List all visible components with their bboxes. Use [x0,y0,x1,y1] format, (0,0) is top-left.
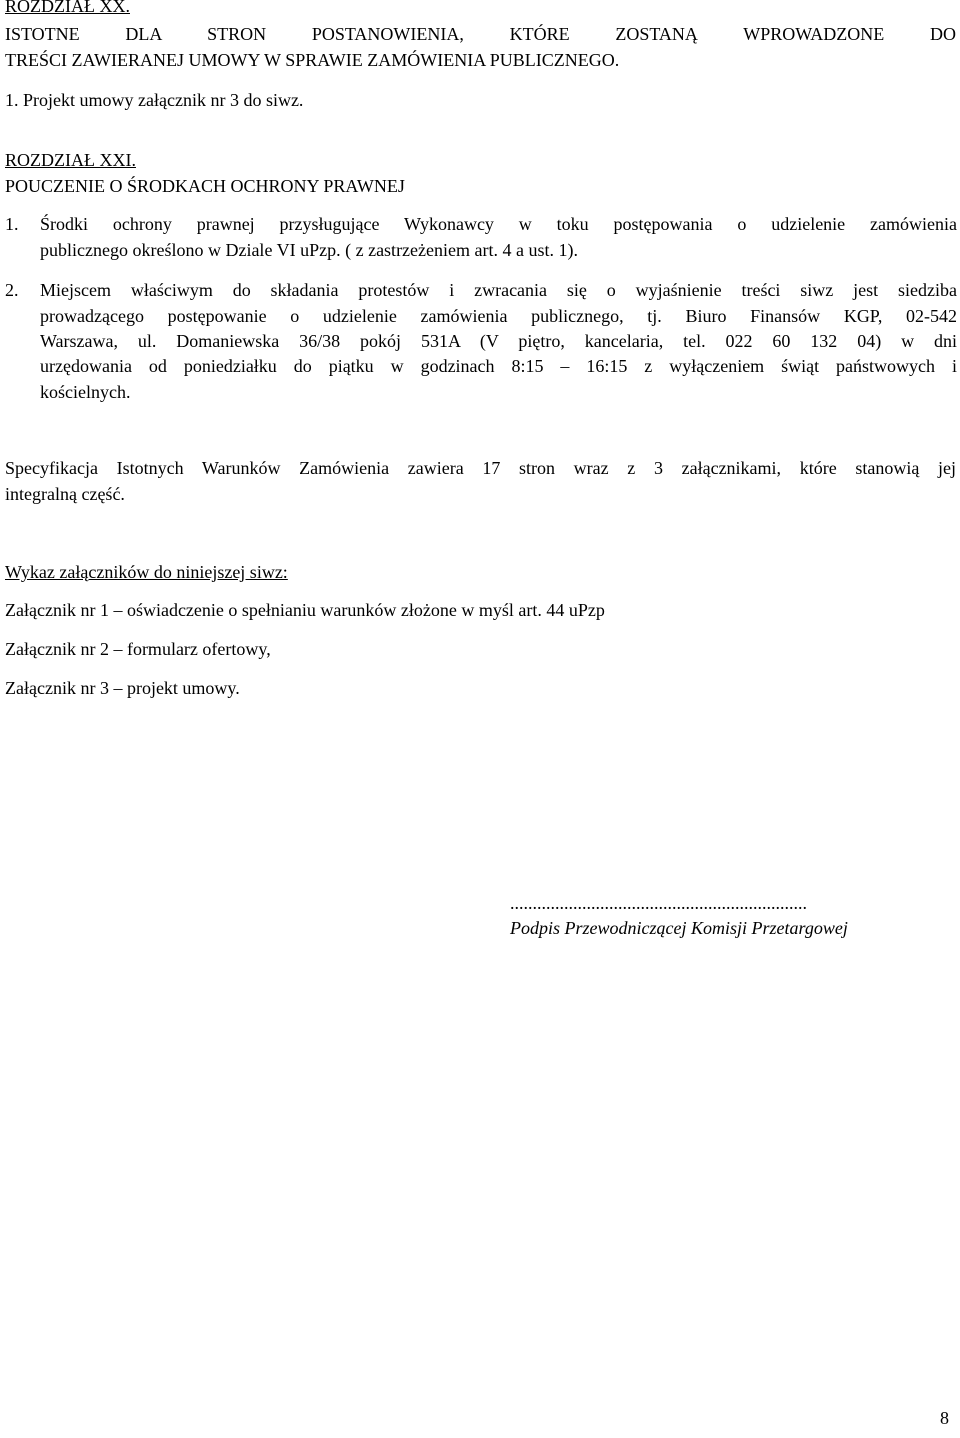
page-number: 8 [940,1408,949,1428]
attachment-item-2: Załącznik nr 2 – formularz ofertowy, [5,639,271,659]
signature-label: Podpis Przewodniczącej Komisji Przetargowej [510,918,848,938]
chapter-21-item-1-line2: publicznego określono w Dziale VI uPzp. ( z zastrzeżeniem art. 4 a ust. 1). [40,240,578,260]
chapter-21-item-1-line1: Środki ochrony prawnej przysługujące Wykonawcy w toku postępowania o udzielenie zamówienia [40,214,957,234]
chapter-21-heading-wrap [5,150,170,171]
attachment-item-1: Załącznik nr 1 – oświadczenie o spełnianiu warunków złożone w myśl art. 44 uPzp [5,600,605,620]
spec-line2: integralną część. [5,484,125,504]
chapter-20-title-line2: TREŚCI ZAWIERANEJ UMOWY W SPRAWIE ZAMÓWIENIA PUBLICZNEGO. [5,50,620,70]
chapter-21-item-2-line1: Miejscem właściwym do składania protestów i zwracania się o wyjaśnienie treści siwz jest siedziba [40,280,957,300]
signature-dots: .................................................................. [510,893,807,913]
chapter-21-title: POUCZENIE O ŚRODKACH OCHRONY PRAWNEJ [5,176,405,196]
chapter-21-item-1-number: 1. [5,214,19,234]
chapter-21-item-2-line3: Warszawa, ul. Domaniewska 36/38 pokój 531A (V piętro, kancelaria, tel. 022 60 132 04) w dni [40,331,957,351]
chapter-21-item-2-line4: urzędowania od poniedziałku do piątku w godzinach 8:15 – 16:15 z wyłączeniem świąt państwowych i [40,356,957,376]
chapter-20-item-1: 1. Projekt umowy załącznik nr 3 do siwz. [5,90,304,110]
chapter-20-heading: ROZDZIAŁ XX. [5,0,130,16]
chapter-21-item-2-line2: prowadzącego postępowanie o udzielenie zamówienia publicznego, tj. Biuro Finansów KGP, 02-542 [40,306,957,326]
chapter-21-item-2-number: 2. [5,280,19,300]
spec-line1: Specyfikacja Istotnych Warunków Zamówienia zawiera 17 stron wraz z 3 załącznikami, które stanowią jej [5,458,956,478]
chapter-20-title-line1: ISTOTNE DLA STRON POSTANOWIENIA, KTÓRE ZOSTANĄ WPROWADZONE DO [5,24,956,44]
chapter-21-heading: ROZDZIAŁ XXI. [5,150,136,170]
attachments-heading: Wykaz załączników do niniejszej siwz: [5,562,288,582]
attachment-item-3: Załącznik nr 3 – projekt umowy. [5,678,240,698]
chapter-21-item-2-line5: kościelnych. [40,382,131,402]
